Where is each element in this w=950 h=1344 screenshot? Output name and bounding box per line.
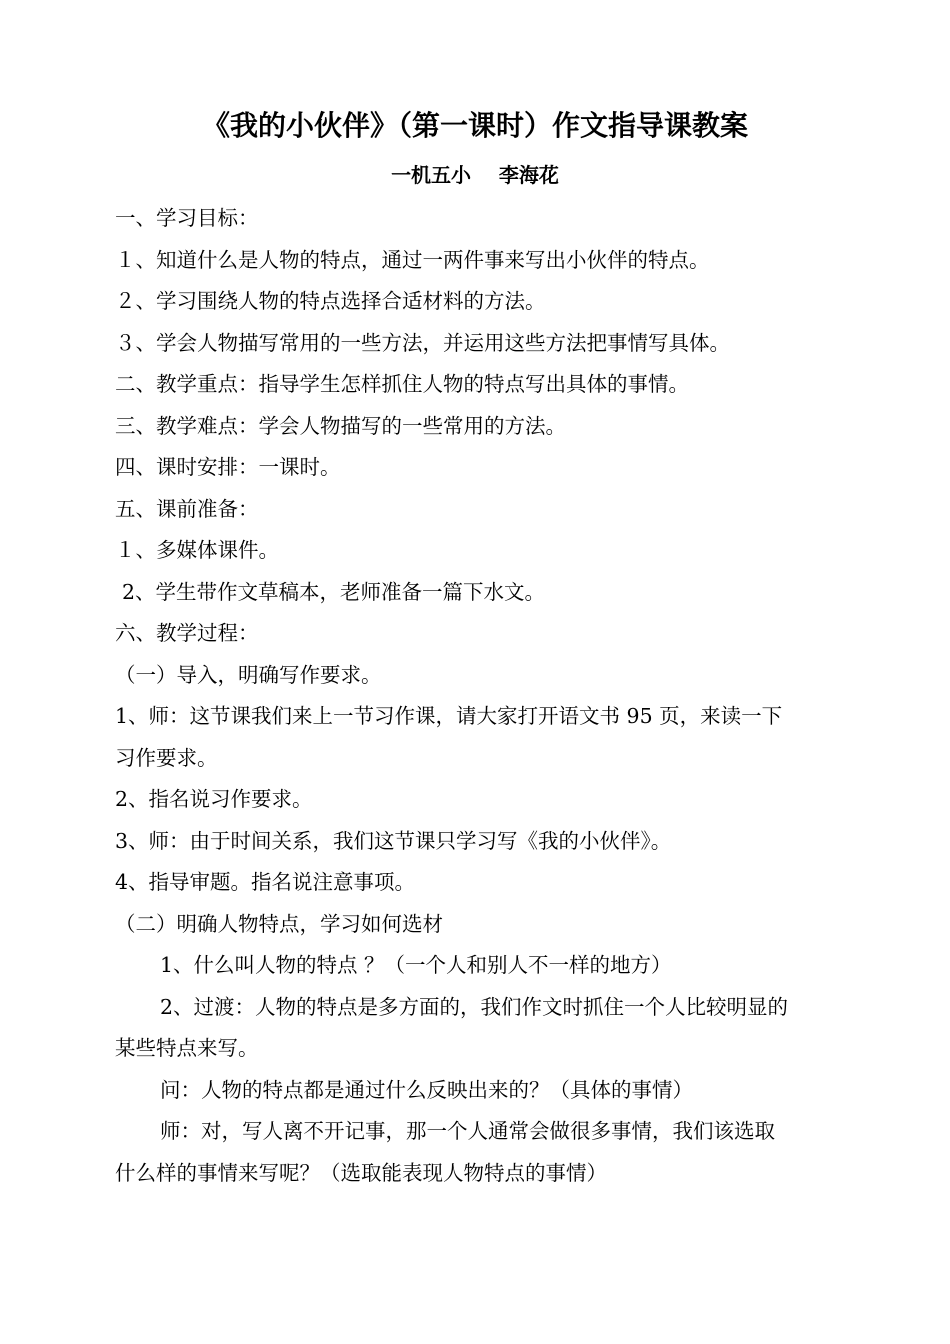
process-step-3: 3、师：由于时间关系，我们这节课只学习写《我的小伙伴》。 [115,829,672,853]
section-heading-difficulties: 三、教学难点：学会人物描写的一些常用的方法。 [115,414,566,438]
process-step-2: 2、指名说习作要求。 [115,787,313,811]
goal-item-2: ２、学习围绕人物的特点选择合适材料的方法。 [115,289,546,313]
teacher-line-continued: 什么样的事情来写呢？（选取能表现人物特点的事情） [115,1161,607,1185]
part-2-item-2: 2、过渡：人物的特点是多方面的，我们作文时抓住一个人比较明显的 [160,995,789,1019]
section-heading-goals: 一、学习目标： [115,206,259,230]
section-heading-process: 六、教学过程： [115,621,259,645]
part-2-item-2-continued: 某些特点来写。 [115,1036,259,1060]
goal-item-3: ３、学会人物描写常用的一些方法，并运用这些方法把事情写具体。 [115,331,730,355]
document-author: 一机五小 李海花 [391,163,559,187]
process-part-2-heading: （二）明确人物特点，学习如何选材 [115,912,443,936]
process-step-1: 1、师：这节课我们来上一节习作课，请大家打开语文书 95 页，来读一下 [115,704,783,728]
process-part-1-heading: （一）导入，明确写作要求。 [115,663,382,687]
process-step-4: 4、指导审题。指名说注意事项。 [115,870,416,894]
document-title: 《我的小伙伴》（第一课时）作文指导课教案 [201,109,748,142]
preparation-item-2: 2、学生带作文草稿本，老师准备一篇下水文。 [122,580,546,604]
question-line: 问：人物的特点都是通过什么反映出来的？（具体的事情） [160,1078,693,1102]
teacher-line: 师：对，写人离不开记事，那一个人通常会做很多事情，我们该选取 [160,1119,775,1143]
part-2-item-1: 1、什么叫人物的特点 ？（一个人和别人不一样的地方） [160,953,672,977]
section-heading-schedule: 四、课时安排：一课时。 [115,455,341,479]
preparation-item-1: １、多媒体课件。 [115,538,279,562]
process-step-1-continued: 习作要求。 [115,746,218,770]
goal-item-1: １、知道什么是人物的特点，通过一两件事来写出小伙伴的特点。 [115,248,710,272]
section-heading-preparation: 五、课前准备： [115,497,259,521]
section-heading-key-points: 二、教学重点：指导学生怎样抓住人物的特点写出具体的事情。 [115,372,689,396]
